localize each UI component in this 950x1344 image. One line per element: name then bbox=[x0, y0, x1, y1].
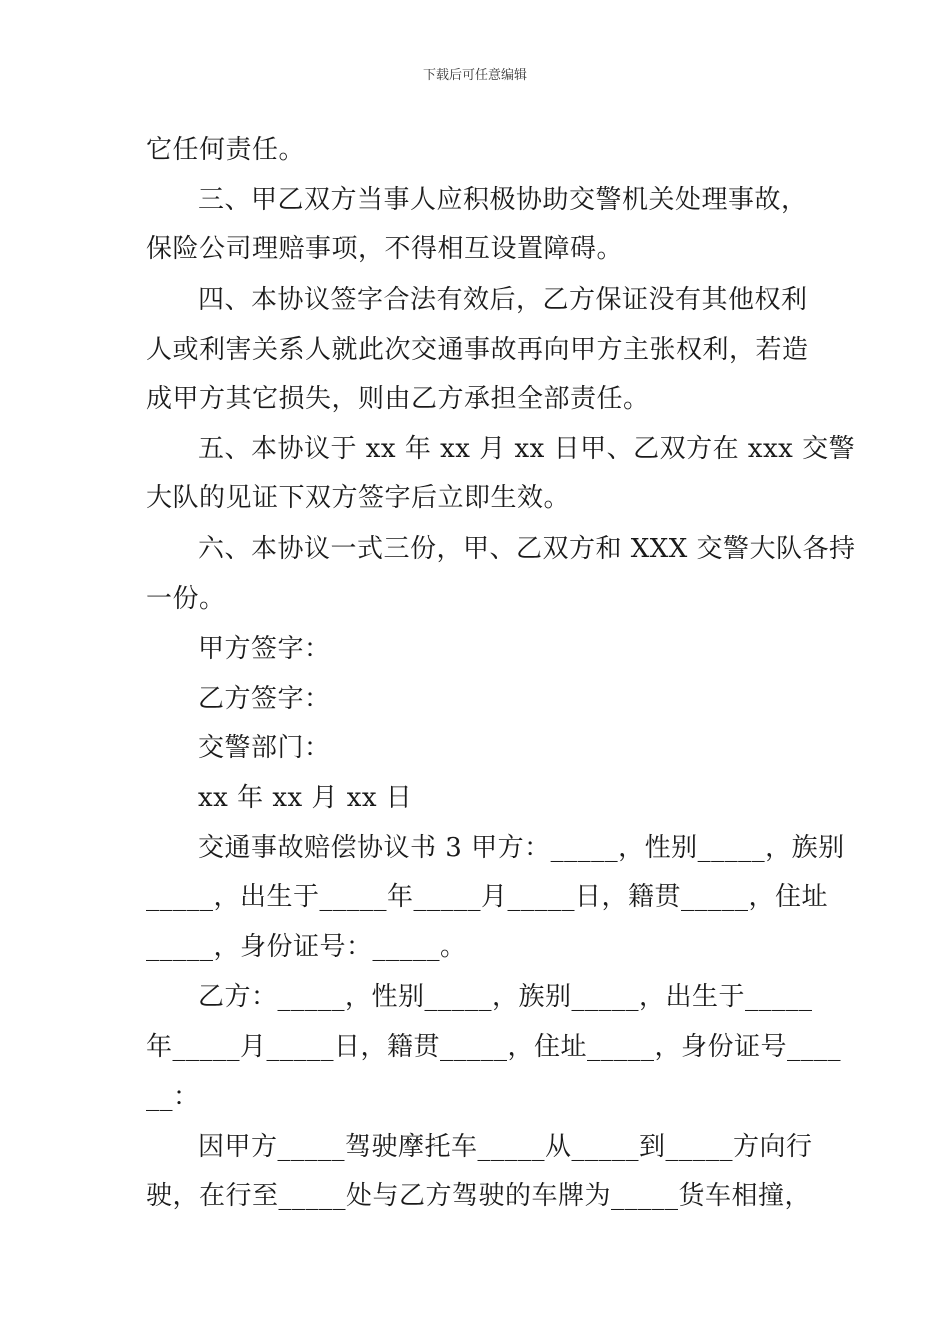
text-line: 它任何责任。 bbox=[146, 135, 306, 165]
date-line: xx 年 xx 月 xx 日 bbox=[198, 783, 413, 813]
text-line: 年_____月_____日，籍贯_____，住址_____，身份证号____ bbox=[146, 1032, 842, 1062]
text-line: 乙方：_____，性别_____，族别_____，出生于_____ bbox=[198, 982, 813, 1012]
text-line: 三、甲乙双方当事人应积极协助交警机关处理事故， bbox=[198, 185, 808, 215]
text-line: __： bbox=[146, 1082, 200, 1112]
text-line: 驶，在行至_____处与乙方驾驶的车牌为_____货车相撞， bbox=[146, 1181, 812, 1211]
text-line: 大队的见证下双方签字后立即生效。 bbox=[146, 483, 571, 513]
text-line: 一份。 bbox=[146, 584, 226, 614]
text-line: _____，出生于_____年_____月_____日，籍贯_____，住址 bbox=[146, 882, 829, 912]
page-header: 下载后可任意编辑 bbox=[422, 68, 527, 83]
text-line: 人或利害关系人就此次交通事故再向甲方主张权利，若造 bbox=[146, 335, 809, 365]
text-line: 因甲方_____驾驶摩托车_____从_____到_____方向行 bbox=[198, 1132, 813, 1162]
signature-label-party-b: 乙方签字： bbox=[198, 684, 331, 714]
text-line: 保险公司理赔事项，不得相互设置障碍。 bbox=[146, 234, 624, 264]
text-line: 交通事故赔偿协议书 3 甲方：_____，性别_____，族别 bbox=[198, 833, 845, 863]
text-line: 五、本协议于 xx 年 xx 月 xx 日甲、乙双方在 xxx 交警 bbox=[198, 434, 856, 464]
signature-label-party-a: 甲方签字： bbox=[198, 634, 331, 664]
text-line: _____，身份证号：_____。 bbox=[146, 932, 467, 962]
text-line: 六、本协议一式三份，甲、乙双方和 XXX 交警大队各持 bbox=[198, 534, 856, 564]
text-line: 四、本协议签字合法有效后，乙方保证没有其他权利 bbox=[198, 285, 808, 315]
signature-label-police: 交警部门： bbox=[198, 733, 331, 763]
text-line: 成甲方其它损失，则由乙方承担全部责任。 bbox=[146, 384, 650, 414]
